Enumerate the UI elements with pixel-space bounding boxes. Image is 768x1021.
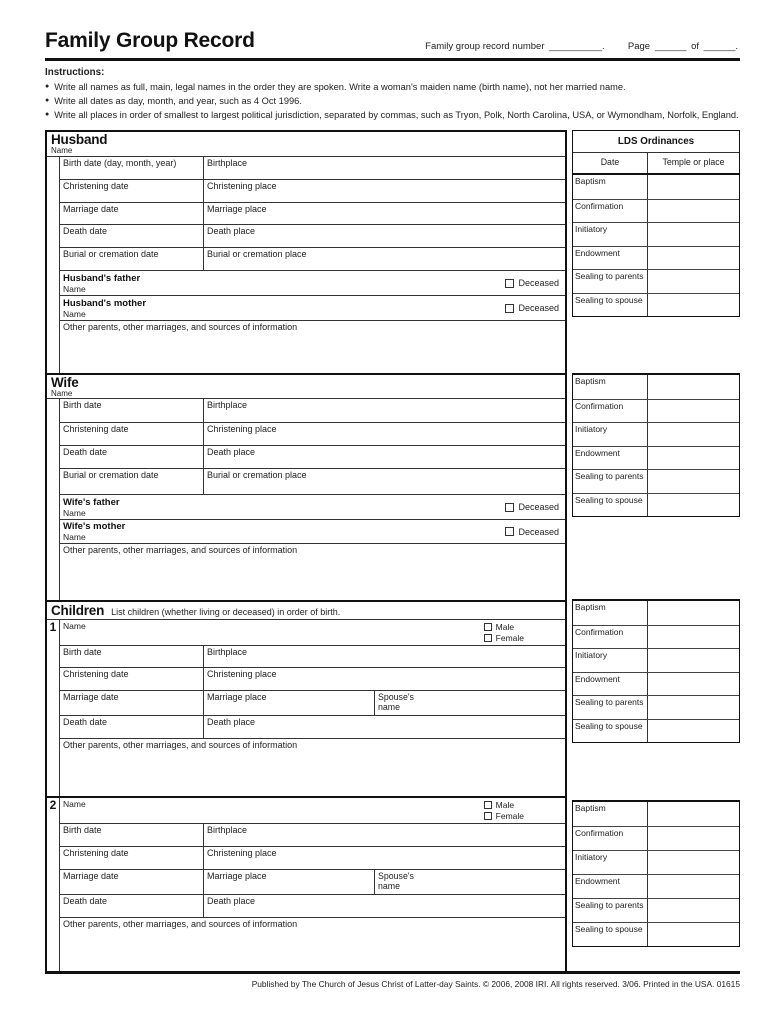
deceased-label: Deceased <box>518 526 559 537</box>
male-label: Male <box>495 800 515 810</box>
child-1-death-row <box>60 715 565 738</box>
husband-initiatory-temple-field[interactable] <box>648 223 739 246</box>
husband-mother-field[interactable] <box>60 295 565 320</box>
husband-sealing-spouse-temple-field[interactable] <box>648 294 739 317</box>
child-2-endowment-date-field[interactable] <box>573 875 648 898</box>
instruction-item <box>45 94 740 108</box>
ordinance-label: Initiatory <box>575 224 608 234</box>
male-label: Male <box>495 622 515 632</box>
wife-sealing-spouse-date-field[interactable] <box>573 494 648 517</box>
ordinance-row <box>573 672 739 696</box>
ordinance-label: Confirmation <box>575 400 624 411</box>
child-2-birthplace-field[interactable] <box>204 824 565 846</box>
instruction-text: Write all names as full, main, legal names in the order they are spoken. Write a woman's maiden name (birth name), not her married name. <box>54 82 626 92</box>
ordinance-row <box>573 874 739 898</box>
ordinance-label: Baptism <box>575 602 606 612</box>
field-label: Death date <box>63 896 108 906</box>
child-2-confirmation-temple-field[interactable] <box>648 827 739 850</box>
female-checkbox[interactable] <box>484 812 492 820</box>
ordinance-row <box>573 222 739 246</box>
child-2-marriage-date-field[interactable] <box>60 870 204 894</box>
child-1-death-date-field[interactable] <box>60 716 204 738</box>
ordinance-label: Sealing to spouse <box>575 720 643 731</box>
child-1-spouse-name-field[interactable] <box>375 691 565 715</box>
instruction-item <box>45 80 740 94</box>
deceased-label: Deceased <box>518 502 559 512</box>
field-label: Death date <box>63 226 108 236</box>
ordinance-row <box>573 802 739 826</box>
field-label: Christening date <box>63 669 129 679</box>
field-label: Marriage place <box>207 871 267 881</box>
field-label: Death place <box>207 447 256 457</box>
footer-rule <box>45 971 740 974</box>
child-1-birthplace-field[interactable] <box>204 646 565 667</box>
child-1-christening-place-field[interactable] <box>204 668 565 690</box>
wife-endowment-date-field[interactable] <box>573 447 648 470</box>
field-label: Birth date <box>63 647 102 657</box>
child-2-sealing-parents-temple-field[interactable] <box>648 899 739 922</box>
wife-death-date-field[interactable] <box>60 446 204 468</box>
ordinance-row <box>573 648 739 672</box>
wife-christening-row <box>60 422 565 445</box>
deceased-checkbox-group <box>505 303 562 313</box>
page-number-field[interactable]: ______ <box>654 41 687 52</box>
husband-confirmation-temple-field[interactable] <box>648 200 739 223</box>
husband-endowment-temple-field[interactable] <box>648 247 739 270</box>
child-1-confirmation-temple-field[interactable] <box>648 626 739 649</box>
ordinance-row <box>573 695 739 719</box>
field-label: Marriage place <box>207 204 267 214</box>
child-2-sealing-spouse-date-field[interactable] <box>573 923 648 946</box>
husband-gutter <box>47 157 60 373</box>
field-label: Other parents, other marriages, and sources of information <box>63 919 298 929</box>
wife-death-place-field[interactable] <box>204 446 565 468</box>
wife-baptism-temple-field[interactable] <box>648 375 739 399</box>
child-1-block <box>47 620 565 796</box>
ordinance-label: Endowment <box>575 247 620 258</box>
ordinance-row <box>573 601 739 625</box>
child-1-marriage-place-field[interactable] <box>204 691 375 715</box>
field-label: Birthplace <box>207 158 248 168</box>
child-2-baptism-date-field[interactable] <box>573 802 648 826</box>
children-section-title: Children <box>51 603 105 618</box>
page-total-field[interactable]: ______. <box>703 41 738 52</box>
wife-burial-place-field[interactable] <box>204 469 565 494</box>
husband-father-label: Husband's father <box>63 272 141 284</box>
ordinance-label: Initiatory <box>575 424 608 434</box>
ordinance-label: Endowment <box>575 447 620 458</box>
ordinance-label: Baptism <box>575 803 606 813</box>
wife-sealing-spouse-temple-field[interactable] <box>648 494 739 517</box>
deceased-checkbox-group <box>505 278 562 288</box>
child-1-endowment-date-field[interactable] <box>573 673 648 696</box>
field-label: Other parents, other marriages, and sources of information <box>63 740 298 750</box>
child-1-baptism-temple-field[interactable] <box>648 601 739 625</box>
deceased-checkbox-group <box>505 527 562 537</box>
child-2-death-place-field[interactable] <box>204 895 565 917</box>
child-1-christening-date-field[interactable] <box>60 668 204 690</box>
child-1-initiatory-temple-field[interactable] <box>648 649 739 672</box>
ordinance-row <box>573 625 739 649</box>
children-section <box>47 600 565 971</box>
wife-christening-place-field[interactable] <box>204 423 565 445</box>
field-label: Birthplace <box>207 647 248 657</box>
header-rule <box>45 58 740 61</box>
field-label: Birthplace <box>207 400 248 410</box>
ordinance-label: Sealing to spouse <box>575 924 643 934</box>
name-label: Name <box>63 308 86 319</box>
female-checkbox[interactable] <box>484 634 492 642</box>
husband-death-row <box>60 224 565 247</box>
field-label: Burial or cremation place <box>207 470 307 480</box>
child-1-birth-row <box>60 645 565 667</box>
field-label: Christening place <box>207 848 277 858</box>
deceased-checkbox-group <box>505 502 562 512</box>
sex-checkbox-group <box>484 799 562 822</box>
record-number-field[interactable]: __________. <box>549 41 605 52</box>
child-1-baptism-date-field[interactable] <box>573 601 648 625</box>
field-label: Death place <box>207 717 256 727</box>
ordinance-row <box>573 719 739 743</box>
husband-endowment-date-field[interactable] <box>573 247 648 270</box>
husband-section <box>47 132 565 373</box>
field-label: Spouse's name <box>378 692 414 712</box>
ordinance-label: Sealing to parents <box>575 471 644 481</box>
ordinance-label: Initiatory <box>575 852 608 862</box>
child-1-other-info-field[interactable] <box>60 738 565 796</box>
bullet-icon: ● <box>45 83 50 90</box>
husband-christening-date-field[interactable] <box>60 180 204 202</box>
husband-marriage-date-field[interactable] <box>60 203 204 224</box>
wife-father-field[interactable] <box>60 494 565 519</box>
field-label: Christening date <box>63 424 129 434</box>
child-1-endowment-temple-field[interactable] <box>648 673 739 696</box>
children-section-header <box>47 602 565 620</box>
wife-section <box>47 373 565 600</box>
child-2-other-info-field[interactable] <box>60 917 565 971</box>
field-label: Marriage date <box>63 871 119 881</box>
field-label: Birthplace <box>207 825 248 835</box>
husband-death-place-field[interactable] <box>204 225 565 247</box>
ordinance-row <box>573 246 739 270</box>
wife-birthplace-field[interactable] <box>204 399 565 422</box>
field-label: Christening date <box>63 181 129 191</box>
instructions-label: Instructions: <box>45 67 105 78</box>
date-column-header: Date <box>573 153 648 173</box>
wife-section-title: Wife <box>51 375 79 390</box>
child-1-birth-date-field[interactable] <box>60 646 204 667</box>
wife-name-field[interactable] <box>47 375 565 399</box>
husband-death-date-field[interactable] <box>60 225 204 247</box>
child-1-confirmation-date-field[interactable] <box>573 626 648 649</box>
ordinance-row <box>573 175 739 199</box>
child-2-number: 2 <box>47 798 60 971</box>
field-label: Marriage date <box>63 692 119 702</box>
deceased-label: Deceased <box>518 278 559 288</box>
field-label: Christening place <box>207 424 277 434</box>
deceased-checkbox[interactable] <box>505 527 514 536</box>
female-label: Female <box>495 633 524 643</box>
child-1-marriage-row <box>60 690 565 715</box>
child-2-death-date-field[interactable] <box>60 895 204 917</box>
field-label: Birth date <box>63 825 102 835</box>
husband-sealing-parents-temple-field[interactable] <box>648 270 739 293</box>
ordinance-row <box>573 446 739 470</box>
husband-mother-label: Husband's mother <box>63 297 147 309</box>
wife-father-label: Wife's father <box>63 496 120 508</box>
husband-other-info-field[interactable] <box>60 320 565 373</box>
wife-birth-row <box>60 399 565 422</box>
deceased-checkbox[interactable] <box>505 304 514 313</box>
of-label: of <box>691 41 700 52</box>
ordinances-column-headers <box>573 153 739 175</box>
child-2-birth-row <box>60 823 565 846</box>
husband-christening-row <box>60 179 565 202</box>
male-checkbox[interactable] <box>484 801 492 809</box>
child-1-initiatory-date-field[interactable] <box>573 649 648 672</box>
child-2-initiatory-temple-field[interactable] <box>648 851 739 874</box>
wife-sealing-parents-temple-field[interactable] <box>648 470 739 493</box>
field-label: Burial or cremation date <box>63 470 159 480</box>
ordinance-row <box>573 826 739 850</box>
husband-father-field[interactable] <box>60 270 565 295</box>
children-section-subtitle: List children (whether living or deceased) in order of birth. <box>111 607 341 617</box>
field-label: Burial or cremation date <box>63 249 159 259</box>
child-2-christening-place-field[interactable] <box>204 847 565 869</box>
wife-other-info-field[interactable] <box>60 543 565 600</box>
husband-birthplace-field[interactable] <box>204 157 565 179</box>
child-2-christening-date-field[interactable] <box>60 847 204 869</box>
field-label: Birth date <box>63 400 102 410</box>
husband-confirmation-date-field[interactable] <box>573 200 648 223</box>
ordinance-row <box>573 850 739 874</box>
ordinance-row <box>573 469 739 493</box>
ordinance-label: Baptism <box>575 176 606 186</box>
field-label: Other parents, other marriages, and sources of information <box>63 545 298 555</box>
field-label: Death date <box>63 717 108 727</box>
child-1-ordinances-table <box>572 599 740 743</box>
child-2-birth-date-field[interactable] <box>60 824 204 846</box>
child-2-block <box>47 796 565 971</box>
child-2-ordinances-table <box>572 800 740 947</box>
child-2-christening-row <box>60 846 565 869</box>
wife-endowment-temple-field[interactable] <box>648 447 739 470</box>
name-label: Name <box>51 389 73 398</box>
child-1-sealing-parents-date-field[interactable] <box>573 696 648 719</box>
ordinance-row <box>573 399 739 423</box>
ordinance-row <box>573 199 739 223</box>
wife-burial-row <box>60 468 565 494</box>
footer-text: Published by The Church of Jesus Christ of Latter-day Saints. © 2006, 2008 IRI. All rights reserved. 3/06. Printed in the USA. 01615 <box>251 979 740 989</box>
instructions-block <box>45 66 740 122</box>
ordinance-label: Sealing to parents <box>575 697 644 707</box>
field-label: Death date <box>63 447 108 457</box>
deceased-checkbox[interactable] <box>505 279 514 288</box>
wife-gutter <box>47 399 60 600</box>
ordinance-row <box>573 493 739 517</box>
deceased-label: Deceased <box>518 303 559 313</box>
name-label: Name <box>63 799 86 809</box>
ordinance-row <box>573 293 739 317</box>
bullet-icon: ● <box>45 97 50 104</box>
child-2-sealing-parents-date-field[interactable] <box>573 899 648 922</box>
ordinance-label: Baptism <box>575 376 606 386</box>
wife-mother-label: Wife's mother <box>63 521 126 532</box>
husband-baptism-date-field[interactable] <box>573 175 648 199</box>
husband-sealing-spouse-date-field[interactable] <box>573 294 648 317</box>
record-number-label: Family group record number <box>425 41 545 52</box>
child-1-marriage-date-field[interactable] <box>60 691 204 715</box>
field-label: Burial or cremation place <box>207 249 307 259</box>
field-label: Death place <box>207 896 256 906</box>
child-1-sealing-spouse-date-field[interactable] <box>573 720 648 743</box>
ordinance-row <box>573 269 739 293</box>
wife-mother-field[interactable] <box>60 519 565 543</box>
child-2-initiatory-date-field[interactable] <box>573 851 648 874</box>
wife-burial-date-field[interactable] <box>60 469 204 494</box>
bullet-icon: ● <box>45 111 50 118</box>
husband-marriage-row <box>60 202 565 224</box>
child-2-sealing-spouse-temple-field[interactable] <box>648 923 739 946</box>
instruction-text: Write all places in order of smallest to largest political jurisdiction, separated by commas, such as Tryon, Polk, North Carolina, USA, or Wymondham, Norfolk, England. <box>54 110 739 120</box>
ordinance-row <box>573 375 739 399</box>
ordinance-row <box>573 422 739 446</box>
lds-ordinances-header: LDS Ordinances <box>573 131 739 153</box>
wife-baptism-date-field[interactable] <box>573 375 648 399</box>
field-label: Birth date (day, month, year) <box>63 158 177 168</box>
husband-birth-date-field[interactable] <box>60 157 204 179</box>
field-label: Spouse's name <box>378 871 414 891</box>
ordinance-label: Endowment <box>575 673 620 684</box>
husband-christening-place-field[interactable] <box>204 180 565 202</box>
instruction-text: Write all dates as day, month, and year, such as 4 Oct 1996. <box>54 96 302 106</box>
child-2-death-row <box>60 894 565 917</box>
child-2-marriage-place-field[interactable] <box>204 870 375 894</box>
husband-section-title: Husband <box>51 132 108 147</box>
child-2-marriage-row <box>60 869 565 894</box>
child-1-name-field[interactable] <box>60 620 565 645</box>
wife-initiatory-date-field[interactable] <box>573 423 648 446</box>
wife-initiatory-temple-field[interactable] <box>648 423 739 446</box>
husband-marriage-place-field[interactable] <box>204 203 565 224</box>
field-label: Christening place <box>207 181 277 191</box>
field-label: Death place <box>207 226 256 236</box>
husband-sealing-parents-date-field[interactable] <box>573 270 648 293</box>
ordinance-label: Sealing to parents <box>575 271 644 281</box>
husband-burial-row <box>60 247 565 270</box>
husband-name-field[interactable] <box>47 132 565 157</box>
child-1-death-place-field[interactable] <box>204 716 565 738</box>
husband-baptism-temple-field[interactable] <box>648 175 739 199</box>
ordinance-label: Initiatory <box>575 650 608 660</box>
husband-birth-row <box>60 157 565 179</box>
male-checkbox[interactable] <box>484 623 492 631</box>
field-label: Christening place <box>207 669 277 679</box>
child-2-name-field[interactable] <box>60 798 565 823</box>
field-label: Marriage place <box>207 692 267 702</box>
ordinance-label: Endowment <box>575 876 620 886</box>
husband-burial-place-field[interactable] <box>204 248 565 270</box>
name-label: Name <box>51 146 73 155</box>
husband-ordinances-table <box>572 130 740 317</box>
field-label: Other parents, other marriages, and sources of information <box>63 322 298 332</box>
husband-burial-date-field[interactable] <box>60 248 204 270</box>
child-1-sealing-parents-temple-field[interactable] <box>648 696 739 719</box>
field-label: Christening date <box>63 848 129 858</box>
name-label: Name <box>63 507 86 518</box>
main-form <box>45 130 567 971</box>
husband-initiatory-date-field[interactable] <box>573 223 648 246</box>
temple-column-header: Temple or place <box>662 157 725 167</box>
ordinance-label: Sealing to spouse <box>575 294 643 305</box>
wife-confirmation-date-field[interactable] <box>573 400 648 423</box>
ordinance-row <box>573 898 739 922</box>
sex-checkbox-group <box>484 621 562 644</box>
page-label: Page <box>627 41 651 52</box>
name-label: Name <box>63 621 86 631</box>
header-meta <box>425 41 740 52</box>
wife-confirmation-temple-field[interactable] <box>648 400 739 423</box>
child-1-christening-row <box>60 667 565 690</box>
ordinance-label: Confirmation <box>575 828 624 838</box>
wife-death-row <box>60 445 565 468</box>
child-2-spouse-name-field[interactable] <box>375 870 565 894</box>
ordinance-label: Confirmation <box>575 200 624 211</box>
wife-sealing-parents-date-field[interactable] <box>573 470 648 493</box>
ordinance-label: Confirmation <box>575 626 624 637</box>
child-1-sealing-spouse-temple-field[interactable] <box>648 720 739 743</box>
female-label: Female <box>495 811 524 821</box>
field-label: Marriage date <box>63 204 119 214</box>
deceased-checkbox[interactable] <box>505 503 514 512</box>
ordinance-row <box>573 922 739 946</box>
ordinance-label: Sealing to parents <box>575 900 644 910</box>
name-label: Name <box>63 532 86 542</box>
wife-christening-date-field[interactable] <box>60 423 204 445</box>
instruction-item <box>45 108 740 122</box>
ordinance-label: Sealing to spouse <box>575 494 643 505</box>
child-2-confirmation-date-field[interactable] <box>573 827 648 850</box>
child-1-number: 1 <box>47 620 60 796</box>
wife-birth-date-field[interactable] <box>60 399 204 422</box>
page-title: Family Group Record <box>45 29 255 52</box>
name-label: Name <box>63 283 86 294</box>
child-2-endowment-temple-field[interactable] <box>648 875 739 898</box>
child-2-baptism-temple-field[interactable] <box>648 802 739 826</box>
wife-ordinances-table <box>572 373 740 517</box>
